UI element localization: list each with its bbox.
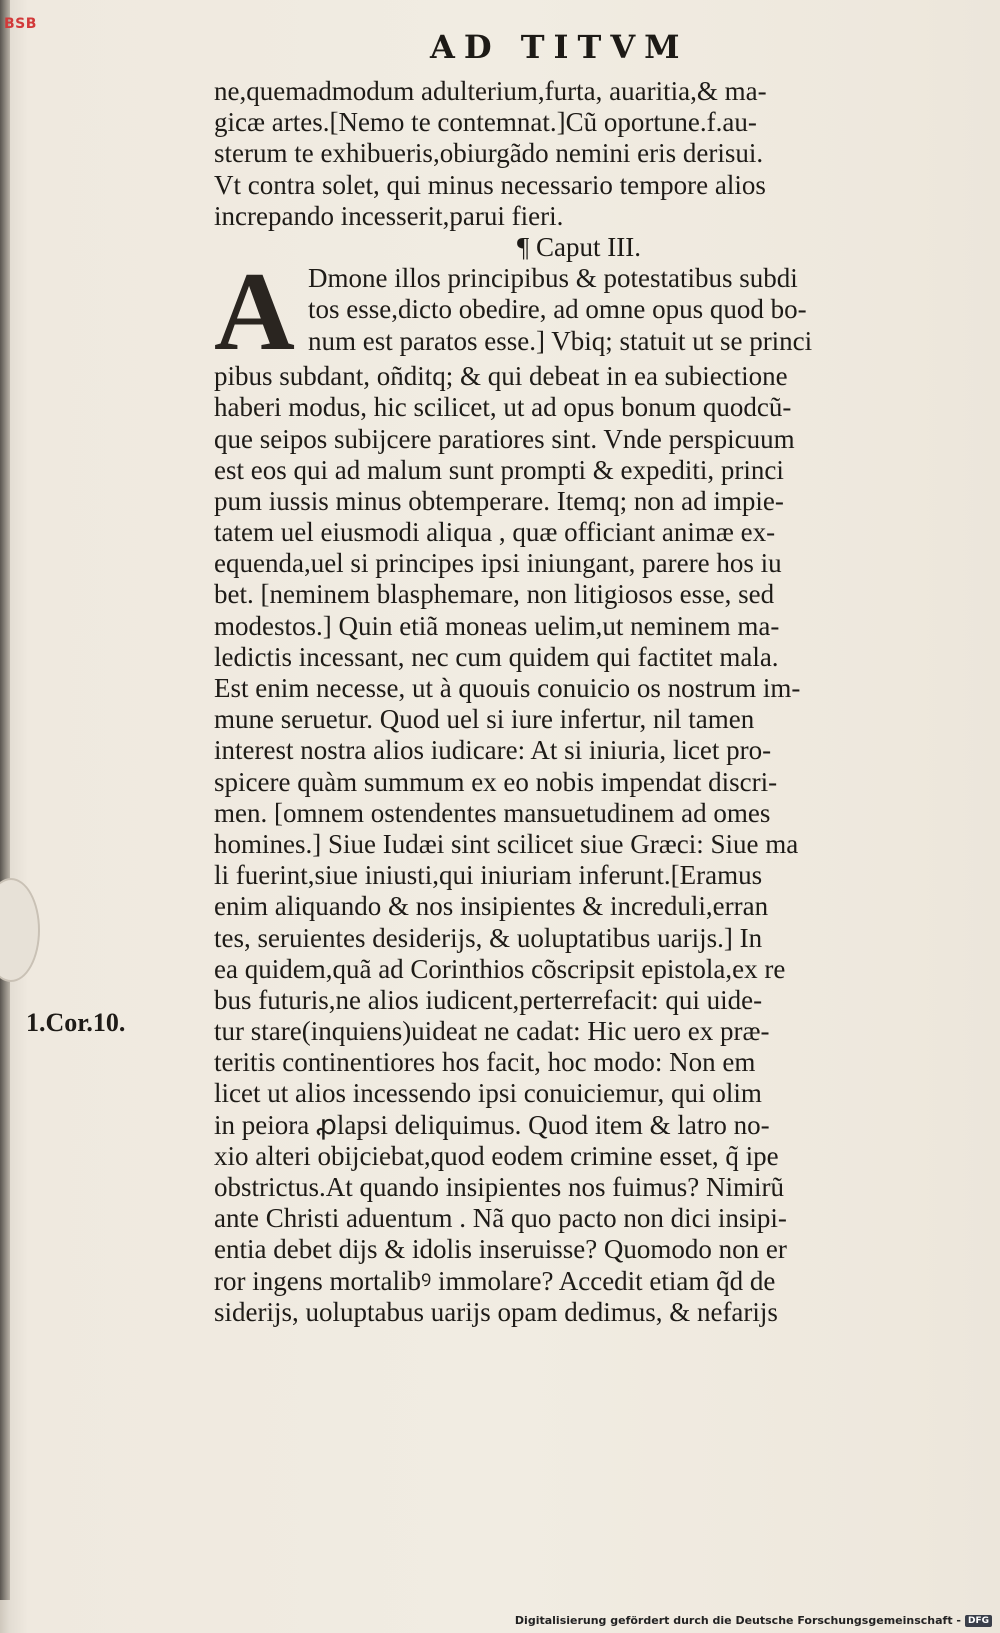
chapter-heading: [214, 232, 914, 263]
text-line: est eos qui ad malum sunt prompti & expediti, princi: [214, 454, 784, 485]
text-line: obstrictus.At quando insipientes nos fuimus? Nimirũ: [214, 1172, 784, 1202]
text-line: homines.] Siue Iudæi sint scilicet siue Græci: Siue ma: [214, 828, 799, 859]
text-line: bet. [neminem blasphemare, non litigiosos esse, sed: [214, 579, 775, 610]
text-line: siderijs, uoluptabus uarijs opam dedimus, & nefarijs: [214, 1296, 778, 1327]
initial-lines: [214, 263, 914, 357]
text-line: entia debet dijs & idolis inseruisse? Quomodo non er: [214, 1234, 787, 1265]
text-line: ror ingens mortalibꝰ immolare? Accedit etiam q̃d de: [214, 1265, 776, 1296]
drop-initial: A: [214, 250, 295, 375]
text-line: tur stare(inquiens)uideat ne cadat: Hic uero ex præ-: [214, 1016, 770, 1047]
text-line: pibus subdant, oñditq; & qui debeat in ea subiectione: [214, 361, 788, 392]
text-line: modestos.] Quin etiã moneas uelim,ut neminem ma-: [214, 610, 780, 641]
text-line: Dmone illos principibus & potestatibus subdi: [308, 263, 798, 294]
text-line: licet ut alios incessendo ipsi conuiciemur, qui olim: [214, 1078, 762, 1109]
text-line: haberi modus, hic scilicet, ut ad opus bonum quodcũ-: [214, 392, 792, 423]
text-line: sterum te exhibueris,obiurgãdo nemini eris derisui.: [214, 138, 764, 169]
text-line: gicæ artes.[Nemo te contemnat.]Cũ oportune.f.au-: [214, 107, 757, 138]
text-line: que seipos subijcere paratiores sint. Vnde perspicuum: [214, 423, 795, 454]
margin-note: 1.Cor.10.: [26, 1008, 126, 1037]
text-line: ante Christi aduentum . Nã quo pacto non dici insipi-: [214, 1203, 787, 1234]
text-line: spicere quàm summum ex eo nobis impendat discri-: [214, 766, 778, 797]
text-line: bus futuris,ne alios iudicent,perterrefacit: qui uide-: [214, 984, 763, 1015]
text-line: interest nostra alios iudicare: At si iniuria, licet pro-: [214, 735, 772, 766]
book-spine: [0, 0, 10, 1600]
chapter-heading-text: Caput III.: [536, 231, 641, 262]
text-line: num est paratos esse.] Vbiq; statuit ut se princi: [308, 325, 813, 356]
running-head: AD TITVM: [430, 28, 689, 66]
body-paragraph: [214, 361, 914, 1328]
text-line: ea quidem,quã ad Corinthios cõscripsit epistola,ex re: [214, 953, 786, 984]
text-line: mune seruetur. Quod uel si iure infertur, nil tamen: [214, 704, 755, 735]
text-block: [214, 76, 914, 1328]
footer-text: Digitalisierung gefördert durch die Deutsche Forschungsgemeinschaft -: [514, 1614, 961, 1627]
text-line: ne,quemadmodum adulterium,furta, auaritia,& ma-: [214, 76, 767, 106]
text-line: tes, seruientes desiderijs, & uoluptatibus uarijs.] In: [214, 922, 763, 953]
text-line: li fuerint,siue iniusti,qui iniuriam inferunt.[Eramus: [214, 860, 763, 891]
paragraph-mark-icon: ¶: [517, 231, 530, 262]
text-line: teritis continentiores hos facit, hoc modo: Non em: [214, 1047, 756, 1078]
text-line: equenda,uel si principes ipsi iniungant, parere hos iu: [214, 548, 782, 579]
text-line: Vt contra solet, qui minus necessario tempore alios: [214, 169, 766, 200]
text-line: men. [omnem ostendentes mansuetudinem ad omes: [214, 797, 771, 828]
text-line: enim aliquando & nos insipientes & increduli,erran: [214, 891, 769, 922]
dfg-logo: DFG: [965, 1615, 992, 1627]
text-line: pum iussis minus obtemperare. Itemq; non ad impie-: [214, 485, 784, 516]
text-line: tos esse,dicto obedire, ad omne opus quod bo-: [308, 294, 807, 325]
library-stamp: BSB: [4, 16, 37, 32]
text-line: in peiora ꝓlapsi deliquimus. Quod item & latro no-: [214, 1109, 770, 1140]
text-line: tatem uel eiusmodi aliqua , quæ officiant animæ ex-: [214, 517, 776, 548]
text-line: increpando incesserit,parui fieri.: [214, 200, 564, 231]
text-line: Est enim necesse, ut à quouis conuicio os nostrum im-: [214, 673, 801, 703]
text-line: xio alteri obijciebat,quod eodem crimine esset, q̃ ipe: [214, 1140, 779, 1171]
text-line: ledictis incessant, nec cum quidem qui factitet mala.: [214, 641, 779, 672]
intro-paragraph: [214, 76, 914, 232]
digitization-footer: [515, 1614, 992, 1627]
